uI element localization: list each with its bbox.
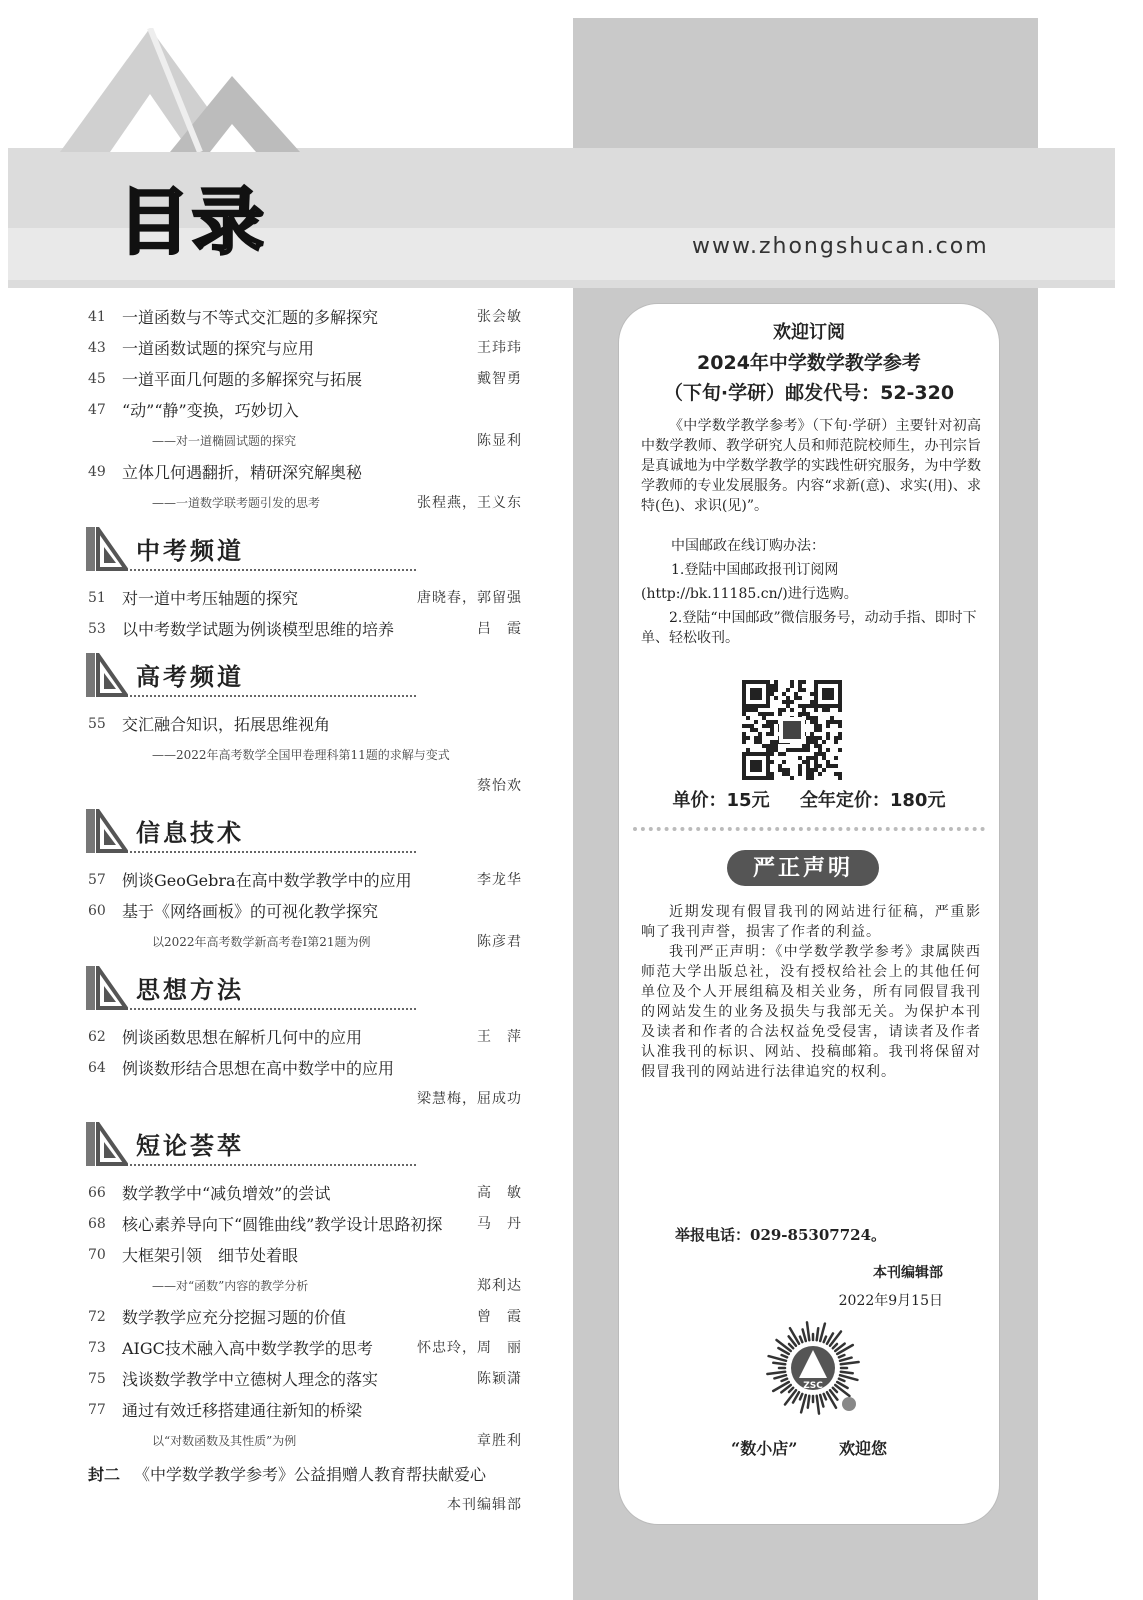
toc-entry[interactable] bbox=[82, 302, 522, 333]
toc-page-number: 77 bbox=[88, 1402, 106, 1418]
toc-article-title: 数学教学中“减负增效”的尝试 bbox=[122, 1184, 331, 1203]
toc-article-title: 数学教学应充分挖掘习题的价值 bbox=[122, 1308, 347, 1327]
section-underline bbox=[130, 695, 416, 697]
subscription-card bbox=[618, 303, 1000, 1525]
toc-author: 陈彦君 bbox=[477, 934, 522, 950]
toc-author: 马 丹 bbox=[477, 1216, 522, 1232]
toc-author: 本刊编辑部 bbox=[447, 1497, 522, 1513]
toc-article-title: 一道平面几何题的多解探究与拓展 bbox=[122, 370, 363, 389]
toc-article-title: ——一道数学联考题引发的思考 bbox=[152, 496, 321, 510]
toc-page-number: 51 bbox=[88, 590, 106, 606]
triangle-logo-icon bbox=[60, 28, 330, 152]
shop-line bbox=[619, 1436, 999, 1459]
toc-page-number: 57 bbox=[88, 872, 106, 888]
section-header bbox=[82, 962, 522, 1016]
notice-paragraph-1: 近期发现有假冒我刊的网站进行征稿，严重影响了我刊声誉，损害了作者的利益。 bbox=[641, 904, 981, 940]
set-square-icon bbox=[86, 966, 128, 1010]
section-header bbox=[82, 523, 522, 577]
toc-page-number: 62 bbox=[88, 1029, 106, 1045]
report-phone: 举报电话：029-85307724。 bbox=[675, 1226, 887, 1244]
toc-author: 王 萍 bbox=[477, 1029, 522, 1045]
set-square-icon bbox=[86, 527, 128, 571]
year-price: 全年定价：180元 bbox=[799, 790, 946, 811]
toc-author: 曾 霞 bbox=[477, 1309, 522, 1325]
post-qr-code-icon bbox=[741, 679, 843, 781]
toc-page-number: 49 bbox=[88, 464, 106, 480]
section-title: 信息技术 bbox=[136, 818, 244, 847]
section-underline bbox=[130, 851, 416, 853]
toc-entry[interactable] bbox=[82, 1395, 522, 1426]
toc-entry[interactable] bbox=[82, 709, 522, 740]
toc-page-number: 45 bbox=[88, 371, 106, 387]
shop-name: “数小店” bbox=[730, 1439, 798, 1458]
table-of-contents bbox=[82, 302, 522, 1520]
order-step-1: 1.登陆中国邮政报刊订阅网 bbox=[671, 562, 839, 578]
site-url[interactable]: www.zhongshucan.com bbox=[692, 234, 989, 259]
toc-entry[interactable] bbox=[82, 1426, 522, 1457]
toc-article-title: AIGC技术融入高中数学教学的思考 bbox=[122, 1339, 373, 1358]
toc-page-number: 72 bbox=[88, 1309, 106, 1325]
toc-entry[interactable] bbox=[82, 771, 522, 801]
notice-signature: 本刊编辑部 bbox=[873, 1265, 943, 1281]
toc-article-title: 例谈GeoGebra在高中数学教学中的应用 bbox=[122, 871, 412, 890]
toc-article-title: 以2022年高考数学新高考卷Ⅰ第21题为例 bbox=[152, 935, 371, 949]
toc-article-title: 对一道中考压轴题的探究 bbox=[122, 589, 299, 608]
shop-mini-program-code-icon bbox=[761, 1316, 865, 1420]
toc-author: 张会敏 bbox=[477, 309, 522, 325]
toc-page-number: 70 bbox=[88, 1247, 106, 1263]
toc-author: 蔡怡欢 bbox=[477, 778, 522, 794]
toc-entry[interactable] bbox=[82, 1209, 522, 1240]
toc-entry[interactable] bbox=[82, 896, 522, 927]
toc-article-title: 《中学数学教学参考》公益捐赠人教育帮扶献爱心 bbox=[134, 1465, 487, 1484]
toc-article-title: 大框架引领 细节处着眼 bbox=[122, 1246, 299, 1265]
toc-entry[interactable] bbox=[82, 1459, 522, 1490]
toc-article-title: 核心素养导向下“圆锥曲线”教学设计思路初探 bbox=[122, 1215, 443, 1234]
order-title: 中国邮政在线订购办法： bbox=[671, 538, 825, 554]
toc-page-number: 43 bbox=[88, 340, 106, 356]
toc-entry[interactable] bbox=[82, 1271, 522, 1302]
toc-author: 唐晓春，郭留强 bbox=[417, 590, 522, 606]
toc-entry[interactable] bbox=[82, 1302, 522, 1333]
toc-author: 李龙华 bbox=[477, 872, 522, 888]
toc-entry[interactable] bbox=[82, 488, 522, 519]
toc-article-title: ——2022年高考数学全国甲卷理科第11题的求解与变式 bbox=[152, 748, 450, 762]
toc-page-number: 60 bbox=[88, 903, 106, 919]
toc-author: 梁慧梅，屈成功 bbox=[417, 1091, 522, 1107]
toc-entry[interactable] bbox=[82, 457, 522, 488]
toc-article-title: 以“对数函数及其性质”为例 bbox=[152, 1434, 297, 1448]
notice-body bbox=[641, 902, 981, 1082]
toc-entry[interactable] bbox=[82, 1022, 522, 1053]
toc-entry[interactable] bbox=[82, 1053, 522, 1084]
toc-author: 陈显利 bbox=[477, 433, 522, 449]
toc-entry[interactable] bbox=[82, 614, 522, 645]
toc-author: 吕 霞 bbox=[477, 621, 522, 637]
toc-page-number: 68 bbox=[88, 1216, 106, 1232]
subscribe-postcode: （下旬·学研）邮发代号：52-320 bbox=[663, 382, 955, 404]
toc-page-number: 64 bbox=[88, 1060, 106, 1076]
page-title: 目录 bbox=[118, 180, 267, 264]
notice-date: 2022年9月15日 bbox=[838, 1293, 943, 1309]
section-title: 中考频道 bbox=[136, 536, 244, 565]
toc-article-title: 交汇融合知识，拓展思维视角 bbox=[122, 715, 331, 734]
toc-author: 戴智勇 bbox=[477, 371, 522, 387]
section-underline bbox=[130, 569, 416, 571]
subscribe-intro: 《中学数学教学参考》（下旬·学研）主要针对初高中数学教师、教学研究人员和师范院校师生，办刊宗旨是真诚地为中学数学教学的实践性研究服务，为中学数学教师的专业发展服务。内容“求新(意)、求实(用)、求特(色)、求识(见)”。 bbox=[641, 418, 981, 514]
toc-entry[interactable] bbox=[82, 1364, 522, 1395]
card-divider bbox=[633, 827, 985, 831]
toc-entry[interactable] bbox=[82, 364, 522, 395]
toc-article-title: 例谈函数思想在解析几何中的应用 bbox=[122, 1028, 363, 1047]
toc-page-number: 75 bbox=[88, 1371, 106, 1387]
price-line bbox=[619, 786, 999, 812]
unit-price: 单价：15元 bbox=[672, 790, 770, 811]
toc-entry[interactable] bbox=[82, 426, 522, 457]
toc-article-title: 基于《网络画板》的可视化教学探究 bbox=[122, 902, 379, 921]
toc-entry[interactable] bbox=[82, 1333, 522, 1364]
section-underline bbox=[130, 1164, 416, 1166]
toc-article-title: ——对“函数”内容的教学分析 bbox=[152, 1279, 309, 1293]
toc-cover-author-row bbox=[82, 1490, 522, 1520]
toc-article-title: 例谈数形结合思想在高中数学中的应用 bbox=[122, 1059, 395, 1078]
toc-article-title: “动”“静”变换，巧妙切入 bbox=[122, 401, 299, 420]
toc-article-title: 通过有效迁移搭建通往新知的桥梁 bbox=[122, 1401, 363, 1420]
toc-author: 怀忠玲，周 丽 bbox=[417, 1340, 522, 1356]
toc-entry[interactable] bbox=[82, 1240, 522, 1271]
toc-page-number: 41 bbox=[88, 309, 106, 325]
section-title: 高考频道 bbox=[136, 662, 244, 691]
toc-entry[interactable] bbox=[82, 1084, 522, 1114]
subscribe-heading: 欢迎订阅 bbox=[773, 322, 845, 343]
order-step-1-url[interactable]: (http://bk.11185.cn/)进行选购。 bbox=[641, 586, 858, 602]
toc-author: 王玮玮 bbox=[477, 340, 522, 356]
set-square-icon bbox=[86, 1122, 128, 1166]
section-title: 思想方法 bbox=[136, 975, 244, 1004]
section-header bbox=[82, 805, 522, 859]
section-header bbox=[82, 1118, 522, 1172]
toc-author: 陈颖潇 bbox=[477, 1371, 522, 1387]
toc-entry[interactable] bbox=[82, 927, 522, 958]
section-title: 短论荟萃 bbox=[136, 1131, 244, 1160]
toc-entry[interactable] bbox=[82, 1178, 522, 1209]
toc-entry[interactable] bbox=[82, 583, 522, 614]
toc-author: 郑利达 bbox=[477, 1278, 522, 1294]
toc-page-number: 47 bbox=[88, 402, 106, 418]
section-header bbox=[82, 649, 522, 703]
toc-entry[interactable] bbox=[82, 395, 522, 426]
toc-page-number: 73 bbox=[88, 1340, 106, 1356]
toc-author: 章胜利 bbox=[477, 1433, 522, 1449]
toc-page-number: 66 bbox=[88, 1185, 106, 1201]
toc-author: 高 敏 bbox=[477, 1185, 522, 1201]
set-square-icon bbox=[86, 653, 128, 697]
toc-entry[interactable] bbox=[82, 865, 522, 896]
order-step-2: 2.登陆“中国邮政”微信服务号，动动手指、即时下单、轻松收刊。 bbox=[641, 610, 977, 646]
shop-logo-text: ZSC bbox=[803, 1381, 823, 1391]
toc-article-title: 以中考数学试题为例谈模型思维的培养 bbox=[122, 620, 395, 639]
notice-paragraph-2: 我刊严正声明：《中学数学教学参考》隶属陕西师范大学出版总社，没有授权给社会上的其他任何单位及个人开展组稿及相关业务，所有同假冒我刊的网站发生的业务及损失与我部无关。为保护本刊及读者和作者的合法权益免受侵害，请读者及作者认准我刊的标识、网站、投稿邮箱。我刊将保留对假冒我刊的网站进行法律追究的权利。 bbox=[641, 944, 981, 1080]
toc-article-title: 浅谈数学教学中立德树人理念的落实 bbox=[122, 1370, 379, 1389]
toc-entry[interactable] bbox=[82, 333, 522, 364]
toc-page-number: 封二 bbox=[88, 1465, 121, 1484]
toc-page-number: 55 bbox=[88, 716, 106, 732]
toc-author: 张程燕，王义东 bbox=[417, 495, 522, 511]
toc-article-title: 立体几何遇翻折，精研深究解奥秘 bbox=[122, 463, 363, 482]
toc-article-title: 一道函数与不等式交汇题的多解探究 bbox=[122, 308, 379, 327]
toc-entry[interactable] bbox=[82, 740, 522, 771]
notice-badge: 严正声明 bbox=[727, 850, 879, 886]
toc-article-title: 一道函数试题的探究与应用 bbox=[122, 339, 315, 358]
set-square-icon bbox=[86, 809, 128, 853]
section-underline bbox=[130, 1008, 416, 1010]
toc-article-title: ——对一道椭圆试题的探究 bbox=[152, 434, 297, 448]
toc-page-number: 53 bbox=[88, 621, 106, 637]
subscribe-journal: 2024年中学数学教学参考 bbox=[697, 352, 921, 374]
shop-welcome: 欢迎您 bbox=[838, 1439, 887, 1458]
